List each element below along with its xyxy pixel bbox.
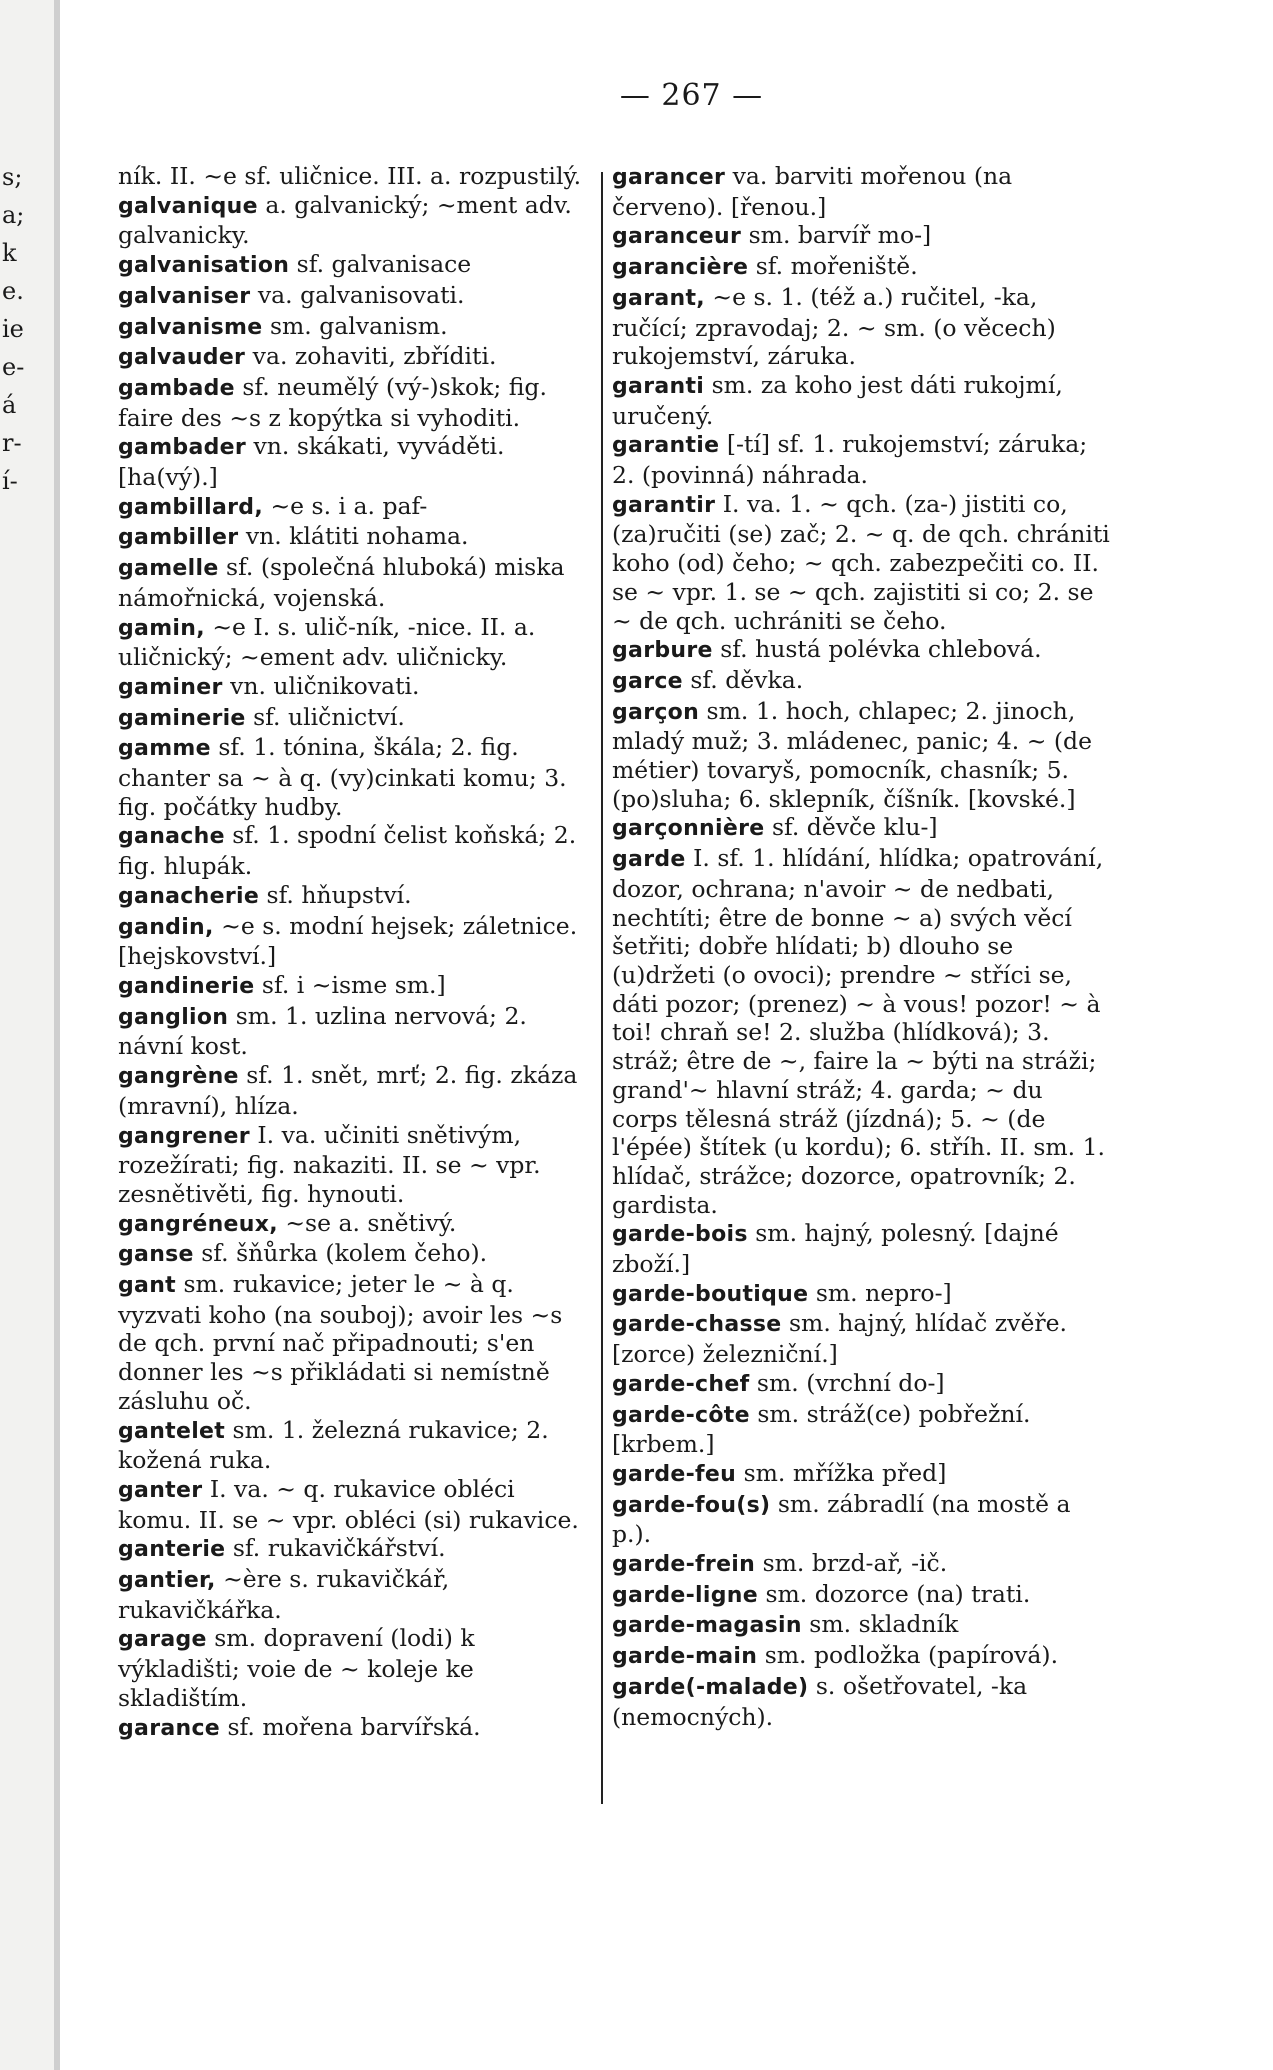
entry-headword: gantier, <box>118 1568 216 1594</box>
entry-headword: garance <box>118 1715 221 1741</box>
entry-definition: sm. brzd-ař, -ič. <box>755 1549 948 1578</box>
entry-definition: ~e I. s. ulič-ník, -nice. II. a. uličnický; ~ement adv. uličnicky. <box>118 612 536 672</box>
entry-definition: ~e s. modní hejsek; záletnice. [hejskovství.] <box>118 911 578 971</box>
entry-definition: sm. mřížka před] <box>736 1458 947 1487</box>
entry-headword: gamme <box>118 736 211 762</box>
entry-headword: garant, <box>612 285 705 311</box>
dictionary-entry <box>118 703 590 734</box>
entry-headword: gandinerie <box>118 973 255 999</box>
entry-definition: sf. (společná hluboká) miska námořnická, vojenská. <box>118 553 565 612</box>
entry-headword: ganse <box>118 1242 194 1268</box>
entry-headword: garce <box>612 668 683 694</box>
entry-definition: va. galvanisovati. <box>250 280 465 309</box>
entry-definition: I. va. 1. ~ qch. (za-) jistiti co, (za)ručiti (se) zač; 2. ~ q. de qch. chrániti koho (od) čeho; ~ qch. zabezpečiti co. II. se ~ vpr. 1. se ~ qch. zajistiti si co; 2. se ~ de qch. uchrániti se čeho. <box>612 489 1110 635</box>
entry-definition: sf. galvanisace <box>289 250 472 279</box>
entry-headword: garçon <box>612 699 700 725</box>
entry-headword: ganache <box>118 824 225 850</box>
entry-headword: garde(-malade) <box>612 1674 809 1700</box>
dictionary-entry <box>118 1534 590 1565</box>
column-divider <box>601 172 603 1804</box>
entry-definition: sf. 1. spodní čelist koňská; 2. fig. hlupák. <box>118 821 577 881</box>
dictionary-entry <box>612 1459 1112 1490</box>
entry-headword: garantie <box>612 433 720 459</box>
dictionary-entry <box>118 1061 590 1120</box>
dictionary-entry <box>612 1610 1112 1641</box>
entry-headword: garbure <box>612 638 713 664</box>
entry-headword: gaminerie <box>118 705 246 731</box>
entry-headword: gambiller <box>118 525 239 551</box>
dictionary-entry <box>612 635 1112 666</box>
dictionary-entry <box>612 1369 1112 1400</box>
entry-definition: sm. galvanism. <box>262 311 448 340</box>
dictionary-entry <box>118 1270 590 1416</box>
entry-headword: ganglion <box>118 1004 229 1030</box>
entry-headword: gangrener <box>118 1123 250 1149</box>
entry-headword: galvanisme <box>118 314 263 340</box>
entry-definition: I. va. ~ q. rukavice obléci komu. II. se ~ vpr. obléci (si) rukavice. <box>118 1474 579 1534</box>
binding-gutter <box>0 0 60 2070</box>
entry-definition: ~ère s. rukavičkář, rukavičkářka. <box>118 1565 450 1624</box>
dictionary-entry <box>118 522 590 553</box>
entry-definition: sm. (vrchní do-] <box>749 1368 945 1397</box>
entry-definition: sf. mořena barvířská. <box>220 1712 481 1741</box>
entry-headword: garde-ligne <box>612 1582 758 1608</box>
entry-headword: garde-main <box>612 1644 758 1670</box>
entry-headword: garde-magasin <box>612 1613 802 1639</box>
dictionary-entry <box>118 342 590 373</box>
dictionary-entry <box>118 971 590 1002</box>
entry-headword: gantelet <box>118 1418 226 1444</box>
dictionary-entry <box>118 312 590 343</box>
entry-definition: sm. podložka (papírová). <box>757 1641 1059 1670</box>
dictionary-entry <box>118 672 590 703</box>
entry-headword: gandin, <box>118 914 214 940</box>
previous-page-text-fragment: í- <box>2 467 18 495</box>
dictionary-entry <box>118 250 590 281</box>
dictionary-entry <box>612 1490 1112 1549</box>
entry-headword: gangrène <box>118 1064 239 1090</box>
dictionary-entry <box>612 221 1112 252</box>
dictionary-entry <box>612 1672 1112 1731</box>
previous-page-text-fragment: e- <box>2 353 25 381</box>
entry-definition: ník. II. ~e sf. uličnice. III. a. rozpustilý. <box>118 162 582 190</box>
entry-definition: sm. zábradlí (na mostě a p.). <box>612 1489 1071 1549</box>
entry-definition: sm. za koho jest dáti rukojmí, uručený. <box>612 370 1063 430</box>
entry-headword: garage <box>118 1627 207 1653</box>
entry-definition: sf. hňupství. <box>259 880 412 909</box>
dictionary-entry <box>612 1641 1112 1672</box>
entry-definition: vn. uličnikovati. <box>222 671 420 700</box>
entry-definition: sm. barvíř mo-] <box>741 221 932 250</box>
dictionary-entry <box>118 1002 590 1061</box>
entry-headword: gambillard, <box>118 494 263 520</box>
entry-definition: vn. klátiti nohama. <box>238 522 469 551</box>
entry-definition: I. sf. 1. hlídání, hlídka; opatrování, dozor, ochrana; n'avoir ~ de nedbati, nechtíti; être de bonne ~ a) svých věcí šetřiti; dobře hlídati; b) dlouho se (u)držeti (o ovoci); prendre ~ stříci se, dáti pozor; (prenez) ~ à vous! pozor! ~ à toi! chraň se! 2. služba (hlídková); 3. stráž; être de ~, faire la ~ býti na stráži; grand'~ hlavní stráž; 4. garda; ~ du corps tělesná stráž (jízdná); 5. ~ (de l'épée) štítek (u kordu); 6. stříh. II. sm. 1. hlídač, strážce; dozorce, opatrovník; 2. gardista. <box>612 844 1106 1219</box>
entry-definition: s. ošetřovatel, -ka (nemocných). <box>612 1671 1028 1731</box>
entry-headword: gambade <box>118 375 235 401</box>
dictionary-entry <box>118 1565 590 1624</box>
previous-page-fragments <box>2 158 25 500</box>
right-column <box>612 162 1112 1731</box>
dictionary-entry <box>118 373 590 432</box>
entry-definition: I. va. učiniti snětivým, rozežírati; fig. nakaziti. II. se ~ vpr. zesnětivěti, fig. hynouti. <box>118 1120 541 1208</box>
entry-definition: va. zohaviti, zbříditi. <box>245 342 497 371</box>
entry-headword: garde-fou(s) <box>612 1492 771 1518</box>
dictionary-entry <box>118 1121 590 1209</box>
dictionary-entry <box>118 881 590 912</box>
dictionary-entry <box>118 821 590 880</box>
dictionary-entry <box>118 733 590 821</box>
entry-definition: sm. hajný, polesný. [dajné zboží.] <box>612 1219 1059 1279</box>
entry-definition: sf. i ~isme sm.] <box>254 970 446 999</box>
dictionary-entry <box>118 912 590 971</box>
entry-headword: garde-chasse <box>612 1312 782 1338</box>
entry-headword: garde <box>612 847 686 873</box>
entry-definition: sm. hajný, hlídač zvěře. [zorce) železniční.] <box>612 1309 1067 1369</box>
dictionary-entry <box>118 162 590 191</box>
entry-definition: a. galvanický; ~ment adv. galvanicky. <box>118 190 572 250</box>
entry-definition: sf. 1. snět, mrť; 2. fig. zkáza (mravní), hlíza. <box>118 1061 578 1120</box>
entry-definition: sf. rukavičkářství. <box>225 1534 446 1563</box>
entry-headword: garantir <box>612 492 716 518</box>
dictionary-entry <box>118 191 590 250</box>
dictionary-entry <box>118 1624 590 1712</box>
entry-definition: sm. 1. železná rukavice; 2. kožená ruka. <box>118 1415 549 1475</box>
entry-definition: sm. nepro-] <box>808 1278 952 1307</box>
dictionary-entry <box>118 1209 590 1240</box>
entry-headword: garanti <box>612 373 705 399</box>
entry-headword: gant <box>118 1273 176 1299</box>
entry-headword: garde-frein <box>612 1552 756 1578</box>
page-number: — 267 — <box>619 78 764 113</box>
previous-page-text-fragment: k <box>2 239 17 267</box>
entry-definition: sf. 1. tónina, škála; 2. fig. chanter sa ~ à q. (vy)cinkati komu; 3. fig. počátky hudby. <box>118 733 567 821</box>
dictionary-entry <box>118 432 590 491</box>
entry-headword: gangréneux, <box>118 1211 278 1237</box>
entry-headword: ganacherie <box>118 883 260 909</box>
entry-definition: vn. skákati, vyváděti. [ha(vý).] <box>118 432 505 492</box>
entry-headword: galvauder <box>118 345 246 371</box>
dictionary-entry <box>612 252 1112 283</box>
previous-page-text-fragment: r- <box>2 429 22 457</box>
entry-definition: sf. mořeniště. <box>748 252 918 281</box>
entry-headword: garanceur <box>612 224 742 250</box>
entry-headword: galvanique <box>118 193 258 219</box>
entry-headword: gambader <box>118 435 247 461</box>
dictionary-entry <box>612 490 1112 636</box>
entry-definition: ~e s. 1. (též a.) ručitel, -ka, ručící; zpravodaj; 2. ~ sm. (o věcech) rukojemství, záruka. <box>612 282 1056 371</box>
left-column <box>118 162 590 1743</box>
entry-definition: sm. dopravení (lodi) k výkladišti; voie de ~ koleje ke skladištím. <box>118 1624 475 1712</box>
entry-headword: garde-bois <box>612 1222 748 1248</box>
entry-definition: ~se a. snětivý. <box>277 1208 457 1237</box>
entry-headword: gamelle <box>118 556 219 582</box>
dictionary-entry <box>118 1475 590 1534</box>
entry-headword: galvaniser <box>118 283 251 309</box>
dictionary-entry <box>118 492 590 523</box>
previous-page-text-fragment: e. <box>2 277 24 305</box>
previous-page-text-fragment: á <box>2 391 17 419</box>
entry-definition: sm. 1. uzlina nervová; 2. návní kost. <box>118 1001 527 1061</box>
entry-headword: galvanisation <box>118 253 290 279</box>
entry-headword: garancer <box>612 165 726 190</box>
entry-headword: gaminer <box>118 674 223 700</box>
entry-definition: sm. rukavice; jeter le ~ à q. vyzvati koho (na souboj); avoir les ~s de qch. první nač připadnouti; s'en donner les ~s přikládati si nemístně zásluhu oč. <box>118 1270 563 1415</box>
entry-definition: sm. 1. hoch, chlapec; 2. jinoch, mladý muž; 3. mládenec, panic; 4. ~ (de métier) tovaryš, pomocník, chasník; 5. (po)sluha; 6. sklepník, číšník. [kovské.] <box>612 696 1093 813</box>
dictionary-entry <box>118 613 590 672</box>
entry-headword: garçonnière <box>612 816 765 842</box>
dictionary-entry <box>612 162 1112 221</box>
entry-definition: sm. stráž(ce) pobřežní. [krbem.] <box>612 1399 1031 1459</box>
page-edge <box>54 0 60 2070</box>
entry-definition: sf. uličnictví. <box>245 702 405 731</box>
entry-headword: garde-côte <box>612 1402 750 1428</box>
entry-headword: garancière <box>612 255 749 281</box>
dictionary-entry <box>612 813 1112 844</box>
dictionary-entry <box>118 1239 590 1270</box>
previous-page-text-fragment: ie <box>2 315 24 343</box>
entry-definition: sm. dozorce (na) trati. <box>757 1579 1031 1608</box>
previous-page-text-fragment: a; <box>2 201 25 229</box>
dictionary-entry <box>612 1400 1112 1459</box>
entry-headword: ganterie <box>118 1537 226 1563</box>
previous-page-text-fragment: s; <box>2 163 23 191</box>
dictionary-entry <box>118 1713 590 1744</box>
entry-definition: ~e s. i a. paf- <box>263 491 428 520</box>
dictionary-entry <box>612 844 1112 1219</box>
entry-headword: garde-feu <box>612 1461 737 1487</box>
entry-definition: va. barviti mořenou (na červeno). [řenou.] <box>612 162 1013 221</box>
dictionary-entry <box>118 553 590 612</box>
dictionary-entry <box>612 1219 1112 1278</box>
entry-headword: garde-chef <box>612 1371 750 1397</box>
entry-definition: sf. děvče klu-] <box>764 813 938 842</box>
entry-definition: [-tí] sf. 1. rukojemství; záruka; 2. (povinná) náhrada. <box>612 430 1088 490</box>
dictionary-entry <box>612 666 1112 697</box>
dictionary-entry <box>612 371 1112 430</box>
dictionary-entry <box>118 281 590 312</box>
dictionary-entry <box>612 1309 1112 1368</box>
entry-headword: ganter <box>118 1477 203 1503</box>
entry-definition: sm. skladník <box>801 1610 959 1639</box>
entry-definition: sf. hustá polévka chlebová. <box>712 635 1042 664</box>
dictionary-entry <box>612 1549 1112 1580</box>
entry-headword: garde-boutique <box>612 1281 809 1307</box>
dictionary-entry <box>612 283 1112 371</box>
dictionary-entry <box>612 697 1112 814</box>
dictionary-entry <box>118 1416 590 1475</box>
dictionary-entry <box>612 1580 1112 1611</box>
entry-definition: sf. šňůrka (kolem čeho). <box>193 1239 488 1268</box>
dictionary-entry <box>612 430 1112 489</box>
entry-definition: sf. děvka. <box>682 665 804 694</box>
entry-definition: sf. neumělý (vý-)skok; fig. faire des ~s z kopýtka si vyhoditi. <box>118 372 547 432</box>
dictionary-entry <box>612 1279 1112 1310</box>
entry-headword: gamin, <box>118 615 205 641</box>
